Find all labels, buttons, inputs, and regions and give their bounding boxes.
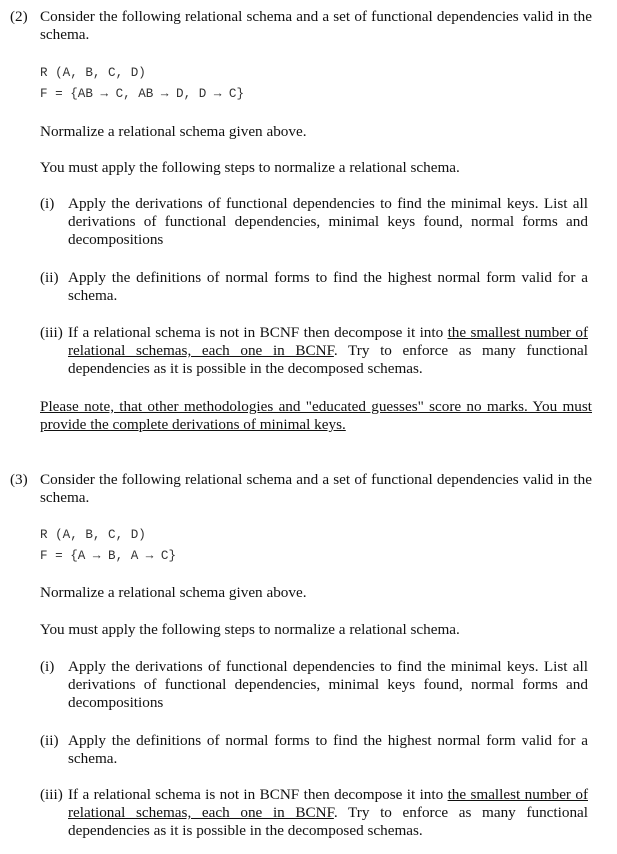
step-label: (i) xyxy=(40,195,55,212)
relation-schema: R (A, B, C, D) xyxy=(40,528,146,542)
relation-schema: R (A, B, C, D) xyxy=(40,66,146,80)
question-intro: Consider the following relational schema and a set of functional dependencies valid in the schema. xyxy=(40,8,592,43)
underlined-requirement: the smallest number of relational schemas, each one in BCNF xyxy=(68,786,588,821)
step-label: (iii) xyxy=(40,324,63,341)
marking-note: Please note, that other methodologies and "educated guesses" score no marks. You must provide the complete derivations of minimal keys. xyxy=(40,398,592,433)
functional-dependencies: F = {AB → C, AB → D, D → C} xyxy=(40,87,245,101)
question-intro: Consider the following relational schema and a set of functional dependencies valid in the schema. xyxy=(40,471,592,506)
question-number: (3) xyxy=(10,471,28,488)
step-text-part: If a relational schema is not in BCNF then decompose it into xyxy=(68,324,448,341)
steps-intro: You must apply the following steps to normalize a relational schema. xyxy=(40,621,460,638)
step-label: (i) xyxy=(40,658,55,675)
task-text: Normalize a relational schema given above. xyxy=(40,584,307,601)
step-text-part: If a relational schema is not in BCNF then decompose it into xyxy=(68,786,448,803)
step-label: (iii) xyxy=(40,786,63,803)
step-text xyxy=(68,324,588,378)
step-text-part: . Try to enforce as many functional dependencies as it is possible in the decomposed schemas. xyxy=(68,342,588,377)
underlined-requirement: the smallest number of relational schemas, each one in BCNF xyxy=(68,324,588,359)
step-text: Apply the derivations of functional dependencies to find the minimal keys. List all derivations of functional dependencies, minimal keys found, normal forms and decompositions xyxy=(68,195,588,248)
functional-dependencies: F = {A → B, A → C} xyxy=(40,549,177,563)
step-text: Apply the definitions of normal forms to find the highest normal form valid for a schema. xyxy=(68,269,588,304)
task-text: Normalize a relational schema given above. xyxy=(40,123,307,140)
step-text: Apply the derivations of functional dependencies to find the minimal keys. List all derivations of functional dependencies, minimal keys found, normal forms and decompositions xyxy=(68,658,588,711)
step-text-part: . Try to enforce as many functional dependencies as it is possible in the decomposed schemas. xyxy=(68,804,588,839)
step-text: Apply the definitions of normal forms to find the highest normal form valid for a schema. xyxy=(68,732,588,767)
step-label: (ii) xyxy=(40,269,59,286)
question-number: (2) xyxy=(10,8,28,25)
step-label: (ii) xyxy=(40,732,59,749)
step-text xyxy=(68,786,588,840)
steps-intro: You must apply the following steps to normalize a relational schema. xyxy=(40,159,460,176)
